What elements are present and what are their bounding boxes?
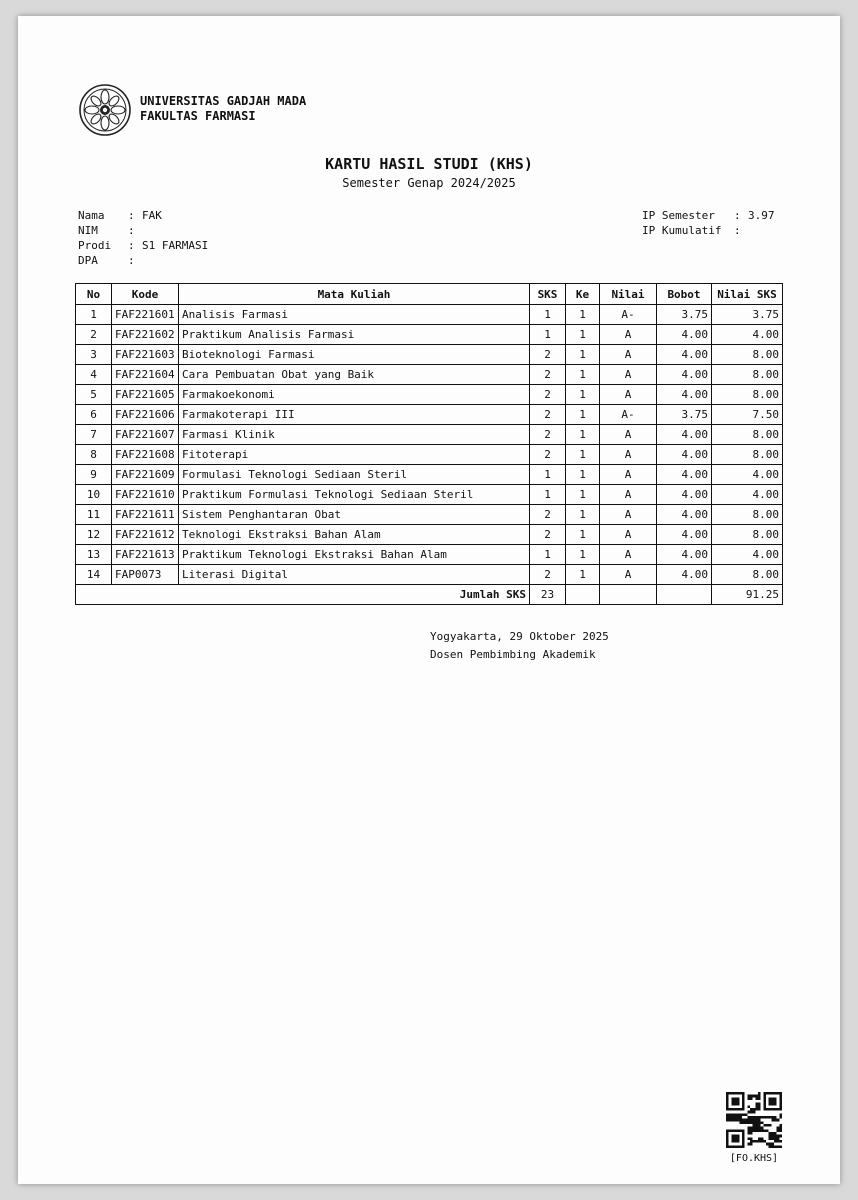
total-sks: 23 (530, 585, 566, 605)
cell-nilai-sks: 8.00 (712, 445, 783, 465)
cell-mk: Bioteknologi Farmasi (179, 345, 530, 365)
cell-nilai-sks: 4.00 (712, 465, 783, 485)
column-header: Mata Kuliah (179, 284, 530, 305)
colon: : (128, 254, 135, 267)
cell-bobot: 3.75 (657, 405, 712, 425)
cell-mk: Analisis Farmasi (179, 305, 530, 325)
table-row (76, 525, 783, 545)
cell-no: 10 (76, 485, 112, 505)
cell-sks: 1 (530, 305, 566, 325)
cell-nilai-sks: 7.50 (712, 405, 783, 425)
table-row (76, 405, 783, 425)
cell-nilai: A- (600, 405, 657, 425)
prodi-label: Prodi (78, 239, 112, 252)
cell-sks: 2 (530, 405, 566, 425)
cell-nilai: A (600, 325, 657, 345)
cell-bobot: 4.00 (657, 565, 712, 585)
table-row (76, 465, 783, 485)
faculty-name: FAKULTAS FARMASI (140, 109, 256, 123)
cell-no: 11 (76, 505, 112, 525)
cell-ke: 1 (566, 485, 600, 505)
table-row (76, 345, 783, 365)
cell-no: 5 (76, 385, 112, 405)
cell-ke: 1 (566, 445, 600, 465)
cell-no: 9 (76, 465, 112, 485)
colon: : (734, 209, 741, 222)
cell-sks: 1 (530, 485, 566, 505)
cell-kode: FAF221606 (112, 405, 179, 425)
cell-mk: Praktikum Analisis Farmasi (179, 325, 530, 345)
grade-summary (642, 208, 775, 238)
cell-bobot: 4.00 (657, 385, 712, 405)
table-row (76, 445, 783, 465)
grades-table (75, 283, 783, 605)
cell-bobot: 4.00 (657, 465, 712, 485)
table-row (76, 385, 783, 405)
total-label: Jumlah SKS (76, 585, 530, 605)
cell-ke: 1 (566, 305, 600, 325)
cell-nilai: A (600, 525, 657, 545)
empty-cell (600, 585, 657, 605)
cell-nilai: A (600, 365, 657, 385)
table-row (76, 485, 783, 505)
cell-nilai: A (600, 425, 657, 445)
cell-mk: Cara Pembuatan Obat yang Baik (179, 365, 530, 385)
cell-kode: FAF221610 (112, 485, 179, 505)
cell-kode: FAF221607 (112, 425, 179, 445)
cell-nilai-sks: 8.00 (712, 505, 783, 525)
cell-ke: 1 (566, 545, 600, 565)
cell-sks: 2 (530, 385, 566, 405)
cell-nilai-sks: 4.00 (712, 485, 783, 505)
cell-nilai-sks: 8.00 (712, 565, 783, 585)
cell-nilai-sks: 8.00 (712, 425, 783, 445)
ip-semester-value: 3.97 (748, 209, 775, 222)
cell-kode: FAF221611 (112, 505, 179, 525)
cell-nilai-sks: 8.00 (712, 385, 783, 405)
cell-no: 14 (76, 565, 112, 585)
cell-bobot: 4.00 (657, 545, 712, 565)
cell-mk: Farmasi Klinik (179, 425, 530, 445)
cell-ke: 1 (566, 365, 600, 385)
qr-code-icon (726, 1092, 782, 1148)
table-header-row (76, 284, 783, 305)
nama-label: Nama (78, 209, 105, 222)
cell-no: 7 (76, 425, 112, 445)
cell-sks: 2 (530, 445, 566, 465)
ugm-seal-logo-icon (78, 83, 132, 137)
nim-label: NIM (78, 224, 98, 237)
cell-kode: FAF221605 (112, 385, 179, 405)
column-header: Nilai SKS (712, 284, 783, 305)
cell-sks: 2 (530, 565, 566, 585)
place-date: Yogyakarta, 29 Oktober 2025 (430, 630, 609, 643)
cell-no: 1 (76, 305, 112, 325)
table-row (76, 305, 783, 325)
cell-nilai-sks: 4.00 (712, 325, 783, 345)
cell-kode: FAF221601 (112, 305, 179, 325)
table-row (76, 505, 783, 525)
cell-mk: Farmakoterapi III (179, 405, 530, 425)
table-row (76, 325, 783, 345)
cell-sks: 2 (530, 525, 566, 545)
cell-mk: Sistem Penghantaran Obat (179, 505, 530, 525)
cell-no: 13 (76, 545, 112, 565)
column-header: No (76, 284, 112, 305)
cell-sks: 1 (530, 465, 566, 485)
cell-sks: 1 (530, 545, 566, 565)
cell-nilai: A- (600, 305, 657, 325)
signer-role: Dosen Pembimbing Akademik (430, 648, 596, 661)
cell-sks: 2 (530, 365, 566, 385)
colon: : (128, 239, 135, 252)
signature-block (430, 628, 609, 664)
cell-mk: Formulasi Teknologi Sediaan Steril (179, 465, 530, 485)
cell-sks: 2 (530, 505, 566, 525)
nama-value: FAK (142, 209, 162, 222)
cell-mk: Praktikum Teknologi Ekstraksi Bahan Alam (179, 545, 530, 565)
column-header: Nilai (600, 284, 657, 305)
cell-bobot: 4.00 (657, 505, 712, 525)
dpa-label: DPA (78, 254, 98, 267)
table-row (76, 365, 783, 385)
cell-nilai: A (600, 545, 657, 565)
cell-no: 6 (76, 405, 112, 425)
cell-no: 4 (76, 365, 112, 385)
cell-no: 3 (76, 345, 112, 365)
colon: : (734, 224, 741, 237)
table-row (76, 425, 783, 445)
cell-ke: 1 (566, 325, 600, 345)
ip-kumulatif-label: IP Kumulatif (642, 224, 722, 237)
cell-nilai: A (600, 345, 657, 365)
cell-ke: 1 (566, 385, 600, 405)
prodi-value: S1 FARMASI (142, 239, 209, 252)
column-header: Ke (566, 284, 600, 305)
cell-ke: 1 (566, 505, 600, 525)
cell-kode: FAF221613 (112, 545, 179, 565)
cell-nilai: A (600, 465, 657, 485)
cell-kode: FAF221603 (112, 345, 179, 365)
cell-bobot: 3.75 (657, 305, 712, 325)
cell-nilai: A (600, 565, 657, 585)
cell-ke: 1 (566, 465, 600, 485)
cell-ke: 1 (566, 525, 600, 545)
cell-kode: FAF221602 (112, 325, 179, 345)
column-header: SKS (530, 284, 566, 305)
colon: : (128, 209, 135, 222)
cell-kode: FAF221612 (112, 525, 179, 545)
cell-no: 2 (76, 325, 112, 345)
cell-ke: 1 (566, 405, 600, 425)
cell-bobot: 4.00 (657, 485, 712, 505)
cell-nilai: A (600, 505, 657, 525)
cell-ke: 1 (566, 565, 600, 585)
cell-nilai-sks: 8.00 (712, 365, 783, 385)
cell-nilai-sks: 3.75 (712, 305, 783, 325)
empty-cell (566, 585, 600, 605)
cell-mk: Praktikum Formulasi Teknologi Sediaan Steril (179, 485, 530, 505)
table-row (76, 545, 783, 565)
cell-bobot: 4.00 (657, 445, 712, 465)
ip-semester-label: IP Semester (642, 209, 715, 222)
cell-nilai: A (600, 445, 657, 465)
cell-mk: Farmakoekonomi (179, 385, 530, 405)
cell-ke: 1 (566, 345, 600, 365)
cell-bobot: 4.00 (657, 425, 712, 445)
colon: : (128, 224, 135, 237)
cell-sks: 1 (530, 325, 566, 345)
cell-sks: 2 (530, 345, 566, 365)
cell-nilai-sks: 8.00 (712, 345, 783, 365)
cell-mk: Literasi Digital (179, 565, 530, 585)
document-subtitle: Semester Genap 2024/2025 (342, 176, 516, 190)
cell-kode: FAF221608 (112, 445, 179, 465)
empty-cell (657, 585, 712, 605)
column-header: Bobot (657, 284, 712, 305)
cell-no: 8 (76, 445, 112, 465)
cell-no: 12 (76, 525, 112, 545)
cell-kode: FAF221604 (112, 365, 179, 385)
cell-mk: Fitoterapi (179, 445, 530, 465)
qr-caption: [FO.KHS] (729, 1153, 779, 1164)
cell-ke: 1 (566, 425, 600, 445)
total-nilai-sks: 91.25 (712, 585, 783, 605)
cell-bobot: 4.00 (657, 365, 712, 385)
student-info (78, 208, 208, 268)
cell-sks: 2 (530, 425, 566, 445)
cell-nilai: A (600, 485, 657, 505)
cell-kode: FAF221609 (112, 465, 179, 485)
cell-kode: FAP0073 (112, 565, 179, 585)
cell-nilai-sks: 8.00 (712, 525, 783, 545)
cell-nilai-sks: 4.00 (712, 545, 783, 565)
cell-bobot: 4.00 (657, 345, 712, 365)
cell-bobot: 4.00 (657, 325, 712, 345)
cell-nilai: A (600, 385, 657, 405)
university-name: UNIVERSITAS GADJAH MADA (140, 94, 307, 108)
cell-bobot: 4.00 (657, 525, 712, 545)
column-header: Kode (112, 284, 179, 305)
document-title: KARTU HASIL STUDI (KHS) (325, 155, 533, 173)
total-row (76, 585, 783, 605)
cell-mk: Teknologi Ekstraksi Bahan Alam (179, 525, 530, 545)
table-row (76, 565, 783, 585)
